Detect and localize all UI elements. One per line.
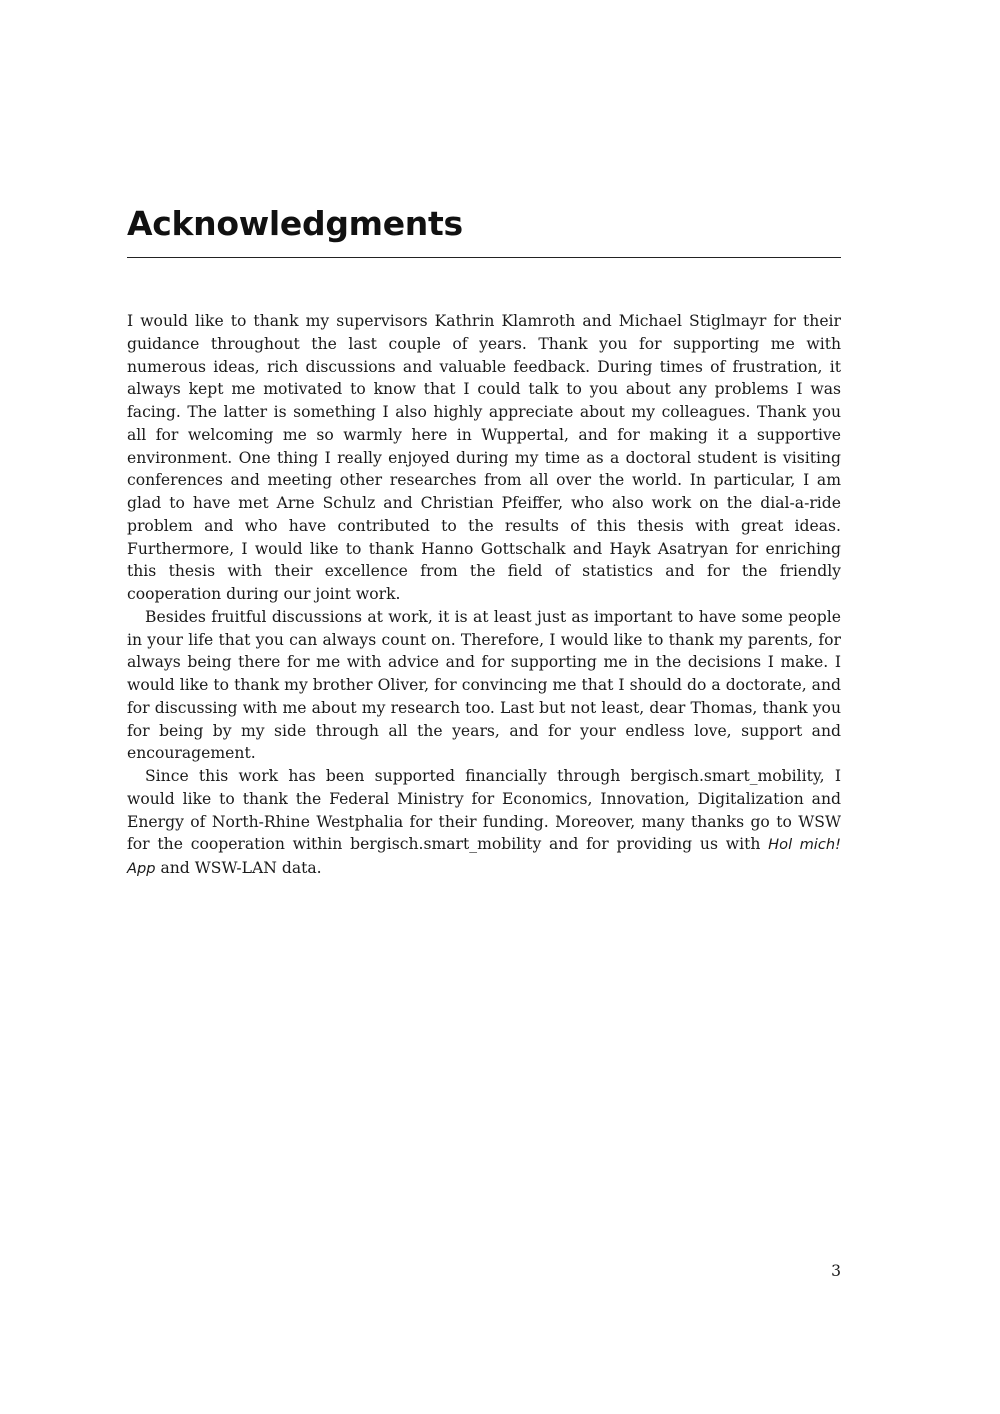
funding-text-before: Since this work has been supported financially through bergisch.smart_mobility, I would like to thank the Federal Ministry for Economics, Innovation, Digitalization and Energy of North-Rhine Westphalia for their funding. Moreover, many thanks go to WSW for the cooperation within bergisch.smart_mobility and for providing us with: [127, 767, 841, 854]
chapter-heading: Acknowledgments: [127, 204, 463, 243]
paragraph-family: Besides fruitful discussions at work, it is at least just as important to have some people in your life that you can always count on. Therefore, I would like to thank my parents, for always being there for me with advice and for supporting me in the decisions I make. I would like to thank my brother Oliver, for convincing me that I should do a doctorate, and for discussing with me about my research too. Last but not least, dear Thomas, thank you for being by my side through all the years, and for your endless love, support and encouragement.: [127, 607, 841, 763]
app-name-emphasis: Hol mich! App: [127, 836, 841, 877]
funding-text-after: and WSW-LAN data.: [155, 859, 322, 877]
acknowledgments-body: [127, 310, 841, 881]
page-number: 3: [831, 1262, 841, 1280]
paragraph-funding: [127, 765, 841, 881]
heading-rule: [127, 257, 841, 258]
paragraph-supervisors: I would like to thank my supervisors Kathrin Klamroth and Michael Stiglmayr for their guidance throughout the last couple of years. Thank you for supporting me with numerous ideas, rich discussions and valuable feedback. During times of frustration, it always kept me motivated to know that I could talk to you about any problems I was facing. The latter is something I also highly appreciate about my colleagues. Thank you all for welcoming me so warmly here in Wuppertal, and for making it a supportive environment. One thing I really enjoyed during my time as a doctoral student is visiting conferences and meeting other researches from all over the world. In particular, I am glad to have met Arne Schulz and Christian Pfeiffer, who also work on the dial-a-ride problem and who have contributed to the results of this thesis with great ideas. Furthermore, I would like to thank Hanno Gottschalk and Hayk Asatryan for enriching this thesis with their excellence from the field of statistics and for the friendly cooperation during our joint work.: [127, 312, 841, 603]
